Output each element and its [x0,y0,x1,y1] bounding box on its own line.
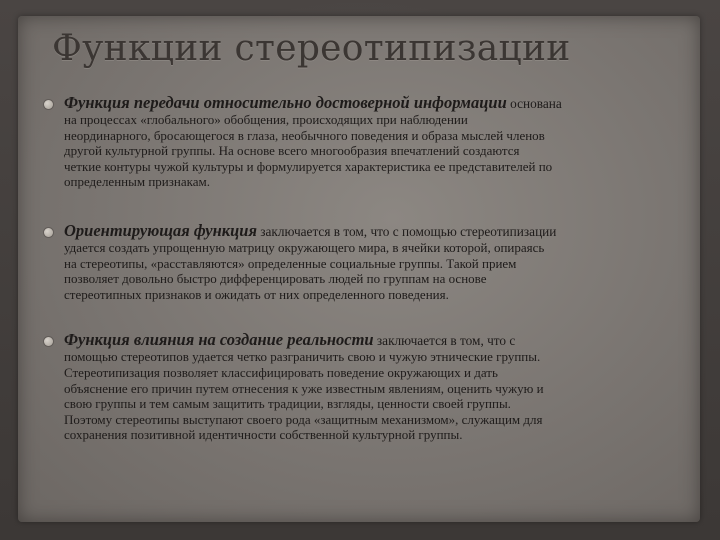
item-line: помощью стереотипов удается четко разграничить свою и чужую этнические группы. [64,349,541,365]
item-first-tail: заключается в том, что с [373,333,516,349]
item-line: объяснение его причин путем отнесения к уже известным явлениям, оценить чужую и [64,380,544,396]
item-first-line [64,95,678,112]
item-line: определенным признакам. [64,174,210,190]
bullet-icon [44,228,53,237]
item-line: позволяет довольно быстро дифференцировать людей по группам на основе [64,271,487,287]
item-line: на процессах «глобального» обобщения, происходящих при наблюдении [64,112,468,127]
item-line: Стереотипизация позволяет классифицировать поведение окружающих и дать [64,364,498,380]
item-lead: Функция передачи относительно достоверной информации [64,93,507,112]
list-item [42,332,678,443]
item-line: свою группы и тем самым защитить традиции, взгляды, ценности своей группы. [64,396,511,412]
item-line: стереотипных признаков и ожидать от них определенного поведения. [64,286,449,302]
bullet-icon [44,337,53,346]
slide-title: Функции стереотипизации [52,28,571,69]
item-lead: Функция влияния на создание реальности [64,330,374,350]
item-first-tail: заключается в том, что с помощью стереотипизации [256,223,557,239]
item-line: другой культурной группы. На основе всего многообразия впечатлений создаются [64,143,520,159]
item-first-line [64,332,678,349]
list-item [42,95,678,190]
bullet-icon [44,100,53,109]
item-first-line [64,220,678,240]
bullet-list [42,95,678,443]
item-lead: Ориентирующая функция [64,220,257,240]
item-body [64,240,678,302]
item-first-tail: основана [506,96,562,111]
list-item [42,220,678,302]
item-body [64,349,678,443]
item-line: сохранения позитивной идентичности собственной культурной группы. [64,427,463,443]
item-line: на стереотипы, «расставляются» определенные социальные группы. Такой прием [64,255,517,271]
item-line: неординарного, бросающегося в глаза, необычного поведения и образа мыслей членов [64,127,545,143]
item-body [64,112,678,190]
item-line: четкие контуры чужой культуры и формулируется характеристика ее представителей по [64,158,553,174]
item-line: Поэтому стереотипы выступают своего рода «защитным механизмом», служащим для [64,411,543,427]
item-line: удается создать упрощенную матрицу окружающего мира, в ячейки которой, опираясь [64,239,545,255]
